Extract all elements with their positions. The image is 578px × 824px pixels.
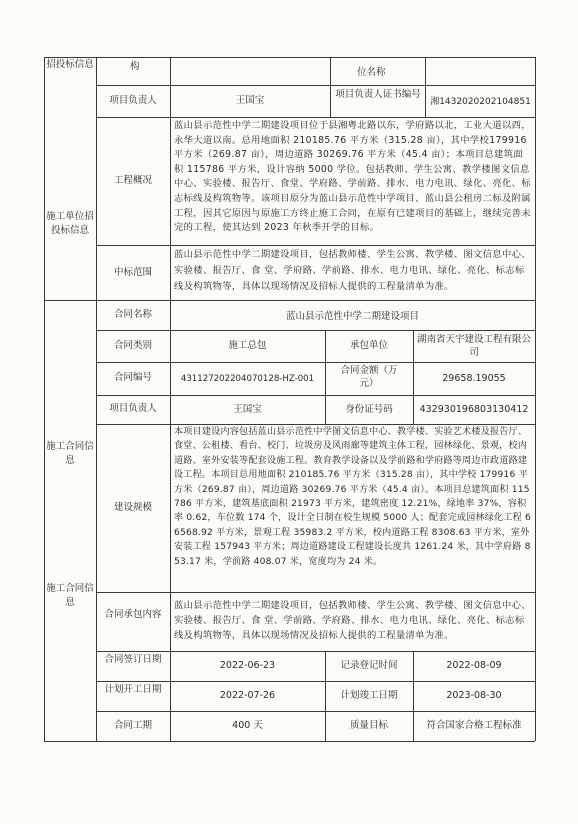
rule <box>96 651 535 652</box>
contract-type-label: 合同类别 <box>113 340 152 351</box>
rule <box>96 57 97 741</box>
overview-text: 蓝山县示范性中学二期建设项目位于县湘粤北路以东，学府路以北，工业大道以西，永华大道以南。总用地面积 210185.76 平方米（315.28 亩），其中学校179916 平方米（269.87 亩），周边道路 30269.76 平方米（45.4 亩）；本项目总建筑面积 115786 平方米，设计容纳 5000 学位。包括教师、学生公寓、教学楼图文信息中心、实验楼、报告厅、食堂、学府路、学前路、排水、电力电讯、绿化、亮化、标志标线及构筑物等。该项目原分为蓝山县示范性中学项目、蓝山县公租房二标及附属工程，因其它原因与原施工方终止施工合同，在原有已建项目的基础上，继续完善未完的工程，使其达到 2023 年秋季开学的目标。 <box>174 120 531 234</box>
rule <box>44 57 45 741</box>
rule <box>96 362 535 363</box>
sign-date-value: 2022-06-23 <box>219 660 276 671</box>
rule <box>535 57 536 741</box>
rule <box>96 245 535 246</box>
rule <box>96 395 535 396</box>
scope-label: 中标范围 <box>113 267 152 278</box>
rule <box>96 681 535 682</box>
scale-label: 建设规模 <box>113 502 152 513</box>
contractor-value: 湖南省天宇建设工程有限公司 <box>416 334 531 358</box>
rule <box>44 57 535 58</box>
rule <box>170 57 171 741</box>
contract-no-value: 431127202204070128-HZ-001 <box>180 374 315 384</box>
scope-text: 蓝山县示范性中学二期建设项目，包括教师楼、学生公寓、教学楼、图文信息中心、实验楼、报告厅、食 堂、学府路、学前路、排水、电力电讯、绿化、亮化、标志标线及构筑物等，具体以现场情况及招标人提供的工程量清单为准。 <box>174 249 531 292</box>
contract-pm-label: 项目负责人 <box>109 403 157 414</box>
contract-amount-value: 29658.19055 <box>442 373 506 384</box>
end-date-label: 计划竣工日期 <box>340 690 398 701</box>
content-text: 蓝山县示范性中学二期建设项目，包括教师楼、学生公寓、教学楼、图文信息中心、实验楼、报告厅、食 堂、学前路、学府路、排水、电力电讯、绿化、亮化、标志标线及构筑物等，具体以现场情况及招标人提供的工程量清单为准。 <box>174 600 531 641</box>
start-date-value: 2022-07-26 <box>219 690 276 701</box>
contract-amount-label: 合同金额（万元） <box>340 365 398 389</box>
bidding-pm-label: 项目负责人 <box>109 95 157 106</box>
contract-no-label: 合同编号 <box>113 372 152 383</box>
sign-date-label: 合同签订日期 <box>104 654 162 665</box>
section-label-contract-2: 施工合同信息 <box>46 583 94 608</box>
end-date-value: 2023-08-30 <box>446 690 502 701</box>
contract-id-value: 432930196803130412 <box>419 404 529 415</box>
contractor-label: 承包单位 <box>349 340 388 351</box>
quality-label: 质量目标 <box>349 720 388 731</box>
rule <box>96 330 535 331</box>
scale-text: 本项目建设内容包括蓝山县示范性中学图文信息中心、教学楼、实验艺术楼及报告厅、食堂、公租楼、看台、校门、垃圾房及风雨廊等建筑主体工程，园林绿化、景观，校内道路、室外安装等配套设施工程。教育教学设备以及学前路和学府路等周边市政道路建设工程。本项目总用地面积 210185.76 平方米（315.28 亩），其中学校 179916 平方米（269.87 亩），周边道路 30269.76 平方米（45.4 亩）。本项目总建筑面积 115786 平方米，建筑基底面积 21973 平方米，建筑密度 12.21%，绿地率 37%，容积率 0.62，车位数 174 个，设计全日制在校生规模 5000 人；配套完成园林绿化工程 66568.92 平方米，景观工程 35983.2 平方米，校内道路工程 8308.63 平方米，室外安装工程 157943 平方米；周边道路建设工程建设长度共 1261.24 米，其中学府路 853.17 米，学前路 408.07 米，宽度均为 24 米。 <box>174 427 531 567</box>
unit-name-label: 位名称 <box>357 67 386 78</box>
rule <box>96 592 535 593</box>
record-time-label: 记录登记时间 <box>340 660 398 671</box>
bidding-cert-no: 湘1432020202104851 <box>430 97 531 107</box>
contract-name-value: 蓝山县示范性中学二期建设项目 <box>285 311 419 322</box>
rule <box>96 85 535 86</box>
period-label: 合同工期 <box>113 720 152 731</box>
contract-name-label: 合同名称 <box>113 309 152 320</box>
org-label: 构 <box>130 61 140 72</box>
content-label: 合同承包内容 <box>104 609 162 620</box>
contract-type-value: 施工总包 <box>228 340 267 351</box>
rule <box>44 741 535 742</box>
contract-id-label: 身份证号码 <box>345 404 393 415</box>
bidding-cert-label: 项目负责人证书编号 <box>335 89 421 100</box>
bidding-pm-name: 王国宝 <box>235 95 265 106</box>
overview-label: 工程概况 <box>113 175 152 186</box>
contract-pm-name: 王国宝 <box>233 404 262 415</box>
section-label-bidding-top: 招投标信息 <box>46 59 94 70</box>
period-value: 400 天 <box>232 720 263 731</box>
quality-value: 符合国家合格工程标准 <box>426 720 522 731</box>
rule <box>330 57 331 117</box>
rule <box>96 117 535 118</box>
record-time-value: 2022-08-09 <box>446 660 502 671</box>
section-label-bidding: 施工单位招投标信息 <box>46 211 94 236</box>
start-date-label: 计划开工日期 <box>104 684 162 695</box>
section-label-contract-1: 施工合同信息 <box>46 441 94 466</box>
rule <box>44 300 535 301</box>
rule <box>96 711 535 712</box>
